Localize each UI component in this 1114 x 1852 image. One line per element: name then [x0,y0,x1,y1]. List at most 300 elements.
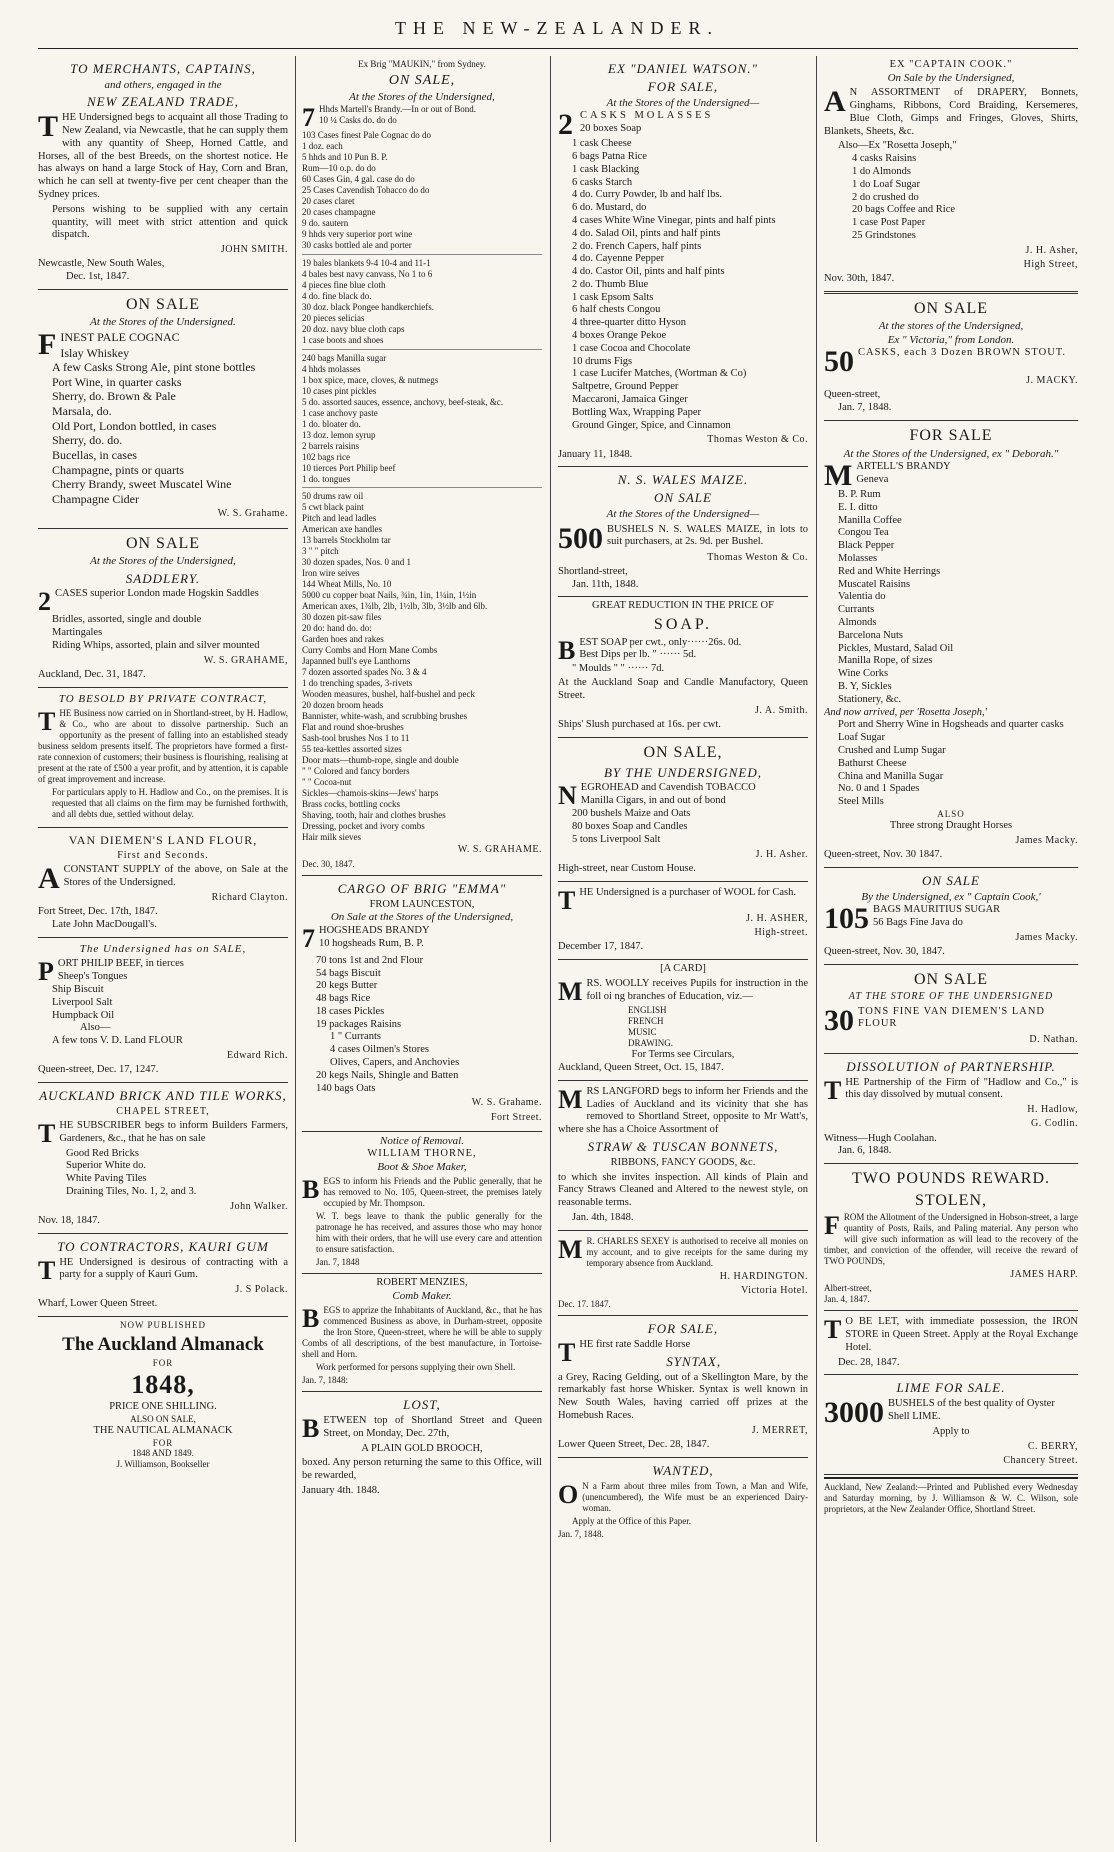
ad-private-contract [38,688,288,828]
ad-body: a Grey, Racing Gelding, out of a Skellington Mare, by the remarkably fast horse Whisker. Syntax is well known in New South Wales, having carried off prizes at the Homebush Races. [558,1371,808,1421]
ad-body: TONS FINE VAN DIEMEN'S LAND FLOUR [858,1005,1045,1030]
place: Albert-street, [824,1283,872,1294]
list-item: No. 0 and 1 Spades [838,783,920,795]
date: January 4th. 1848. [302,1485,380,1497]
list-item: 1 case Post Paper [852,217,926,229]
ad-title: The Undersigned has on SALE, [79,942,247,955]
item-list [824,719,1078,809]
ad-body: For particulars apply to H. Hadlow and Co., on the premises. It is requested that all claims on the firm may be furnished forthwith, and all debts due, settled without delay. [52,787,288,819]
list-item: 4 three-quarter ditto Hyson [572,317,687,329]
list-item: Barcelona Nuts [838,629,904,641]
list-item: Wooden measures, bushel, half-bushel and peck [302,688,475,699]
ad-item: A PLAIN GOLD BROOCH, [361,1442,483,1454]
ad-label: Ex Brig "MAUKIN," from Sydney. [358,59,486,69]
drop-cap: B [302,1414,320,1444]
list-item: Manilla Cigars, in and out of bond [580,795,726,807]
ad-tobacco [558,738,808,882]
item-list [38,614,288,652]
list-item: 50 drums raw oil [302,491,364,502]
ad-subtitle: At the Stores of the Undersigned. [90,316,236,329]
list-item: 4 do. Salad Oil, pints and half pints [572,227,721,239]
drop-cap: T [38,110,59,144]
ad-name: ROBERT MENZIES, [376,1277,468,1289]
drop-cap: M [558,1084,583,1114]
list-item: 20 doz. navy blue cloth caps [302,323,405,334]
list-item: Wine Corks [838,668,889,680]
signature: James Macky. [1015,931,1078,943]
imprint: Auckland, New Zealand:—Printed and Published every Wednesday and Saturday morning, by J. Williamson & W. C. Wilson, sole proprietors, at the New Zealander Office, Shortland Street. [824,1477,1078,1515]
signature: J. MERRET, [751,1424,808,1436]
column-1 [38,56,288,1852]
drop-cap: M [558,1234,583,1264]
list-item: 30 dozen pit-saw files [302,612,382,623]
list-item: B. P. Rum [838,488,881,500]
list-item: 10 cases pint pickles [302,385,377,396]
ad-title: FOR SALE, [647,1321,719,1337]
list-item: 19 bales blankets 9-4 10-4 and 11-1 [302,258,431,269]
drop-cap: N [558,781,577,811]
list-item: 13 barrels Stockholm tar [302,535,391,546]
ad-subtitle: THE NAUTICAL ALMANACK [93,1424,233,1436]
ad-body: HE Undersigned is a purchaser of WOOL for Cash. [579,886,796,898]
list-item: " " Cocoa-nut [302,776,352,787]
signature: J. S Polack. [235,1284,288,1296]
date: Dec. 30, 1847. [302,858,355,869]
date: Dec. 28, 1847. [838,1356,900,1368]
list-item: 10 drums Figs [572,355,633,367]
ad-captain-cook [824,56,1078,294]
ad-subtitle: At the Stores of the Undersigned, ex " Deborah." [843,447,1059,460]
list-item: FRENCH [628,1016,664,1027]
list-item: HOGSHEADS BRANDY [319,924,430,936]
ad-label: NOW PUBLISHED [119,1320,207,1331]
list-item: ENGLISH [628,1005,667,1016]
list-item: 5 do. assorted sauces, essence, anchovy, beef-steak, &c. [302,396,504,407]
column-4 [824,56,1078,1852]
list-item: 30 dozen spades, Nos. 0 and 1 [302,557,411,568]
ad-title: LIME FOR SALE. [896,1380,1006,1396]
list-item: 1 do. bloater do. [302,418,361,429]
list-item: Bathurst Cheese [838,757,907,769]
ad-subtitle: Ex " Victoria," from London. [887,333,1015,346]
place: Newcastle, New South Wales, [38,258,165,270]
list-item: 25 Grindstones [852,229,916,241]
list-item: Draining Tiles, No. 1, 2, and 3. [66,1185,197,1197]
ad-subtitle: At the Stores of the Undersigned— [606,508,760,521]
item-list [302,353,542,485]
drop-cap: A [824,85,846,119]
price: PRICE ONE SHILLING. [109,1400,217,1412]
column-rule [295,56,296,1842]
ad-label: [A CARD] [660,962,706,974]
item-list [824,153,1078,243]
ad-body: HE SUBSCRIBER begs to inform Builders Farmers, Gardeners, &c., that he has on sale [59,1119,288,1144]
list-item: Steel Mills [838,796,884,808]
list-item: 6 do. Mustard, do [572,202,647,214]
signature: C. BERRY, [1027,1441,1078,1453]
list-item: MUSIC [628,1027,657,1038]
list-item: 6 half chests Congou [572,304,661,316]
drop-cap: T [38,1255,56,1285]
list-item: E. I. ditto [838,501,878,513]
list-item: 1 do trenching spades, 3-rivets [302,677,413,688]
place: High-street. [754,926,808,938]
item-list [824,474,1078,707]
ad-subtitle: At the Stores of the Undersigned, [349,91,495,104]
ad-body: W. T. begs leave to thank the public generally for the patronage he has received, and assures those who may honor him with their orders, that he will use every care and attention to ensure satisfaction. [316,1211,542,1255]
date: Nov. 18, 1847. [38,1214,101,1226]
masthead: THE NEW-ZEALANDER. [395,18,719,38]
list-item: Molasses [838,552,878,564]
list-item: Geneva [856,473,889,485]
list-item: 20 pieces selicias [302,312,365,323]
column-3 [558,56,808,1852]
list-item: Three strong Draught Horses [889,819,1013,831]
list-item: 30 doz. black Pongee handkerchiefs. [302,301,434,312]
signature: W. S. Grahame. [471,1097,542,1109]
list-item: Valentia do [838,591,886,603]
date: Jan. 7, 1848 [316,1257,360,1268]
list-item: Sherry, do. do. [52,433,123,448]
list-item: 4 do. Curry Powder, lb and half lbs. [572,189,723,201]
list-item: 1 case anchovy paste [302,407,378,418]
ad-emma [302,876,542,1132]
list-item: White Paving Tiles [66,1173,147,1185]
list-item: Door mats—thumb-rope, single and double [302,754,459,765]
ad-body: Work performed for persons supplying their own Shell. [316,1362,516,1373]
ad-body: O BE LET, with immediate possession, the IRON STORE in Queen Street. Apply at the Royal Exchange Hotel. [845,1316,1078,1353]
list-item: 1 cask Epsom Salts [572,291,654,303]
ad-subtitle: At the Stores of the Undersigned— [606,96,760,109]
ad-stout [824,294,1078,421]
ad-note: Ships' Slush purchased at 16s. per cwt. [558,719,721,731]
list-item: 5 cwt black paint [302,502,364,513]
ad-syntax [558,1316,808,1458]
ad-maukin [302,56,542,876]
list-item: 1 cask Blacking [572,163,640,175]
ad-nathan-flour [824,965,1078,1054]
list-item: 103 Cases finest Pale Cognac do do [302,130,431,141]
list-item: 9 hhds very superior port wine [302,229,413,240]
list-item: 30 casks bottled ale and porter [302,240,412,251]
list-item: 20 kegs Butter [316,980,378,992]
list-item: 1 case Lucifer Matches, (Wortman & Co) [572,368,747,380]
list-item: Bannister, white-wash, and scrubbing brushes [302,710,468,721]
list-item: ARTELL'S BRANDY [856,460,951,472]
drop-cap: A [38,861,60,895]
ad-body: N ASSORTMENT of DRAPERY, Bonnets, Ginghams, Ribbons, Cord Braiding, Kersemeres, Blue Cloth, Gimps and Fringes, Gloves, Shirts, Blankets, Sheets, &c. [824,87,1078,137]
ad-title: ON SALE [913,970,989,988]
date: December 17, 1847. [558,941,644,953]
date: Jan. 11th, 1848. [572,578,639,590]
list-item: Currants [838,604,875,616]
ad-title: SOAP. [653,616,713,634]
drop-cap: F [824,1211,840,1241]
ad-body: EGS to apprize the Inhabitants of Auckland, &c., that he has commenced Business as above, in Durham-street, opposite the Iron Store, Queen-street, where he will be able to supply Combs of all descriptions, of the best manufacture, in Tortoise-shell and Horn. [302,1305,542,1360]
list-item: Manilla Coffee [838,514,902,526]
signature: Thomas Weston & Co. [707,551,808,563]
list-item: INEST PALE COGNAC [60,329,180,344]
ad-label: N. S. WALES MAIZE. [617,472,749,488]
ad-body: CASKS, each 3 Dozen BROWN STOUT. [858,347,1067,359]
ad-flour [38,828,288,938]
place: Fort Street. [491,1111,542,1123]
date: Jan. 7, 1848. [838,402,892,414]
drop-cap: P [38,956,54,986]
list-item: 4 cases White Wine Vinegar, pints and half pints [572,214,776,226]
place: Victoria Hotel. [741,1284,808,1296]
list-item: 1 cask Cheese [572,138,632,150]
list-item: 1 box spice, mace, cloves, & nutmegs [302,374,439,385]
list-item: Hhds Martell's Brandy.—In or out of Bond. [319,104,477,115]
quantity: 30 [824,1003,854,1037]
ad-body: BAGS MAURITIUS SUGAR [873,903,1001,915]
drop-cap: T [38,707,56,737]
signature: J. MACKY. [1026,375,1078,387]
list-item: Bottling Wax, Wrapping Paper [572,406,701,418]
list-item: Martingales [52,627,103,639]
signature: W. S. GRAHAME. [457,844,542,856]
ad-subtitle: CHAPEL STREET, [116,1105,210,1117]
place: High-street, near Custom House. [558,862,696,874]
ad-subtitle: RIBBONS, FANCY GOODS, &c. [610,1156,756,1168]
drop-cap: B [558,635,576,665]
drop-cap: O [558,1479,579,1509]
drop-cap: 7 [302,923,315,953]
ad-watson [558,56,808,467]
list-item: 200 bushels Maize and Oats [572,808,691,820]
drop-cap: T [824,1075,842,1105]
list-item: " " Colored and fancy borders [302,765,410,776]
list-item: 54 bags Biscuit [316,967,381,979]
ad-body: boxed. Any person returning the same to this Office, will be rewarded, [302,1457,542,1482]
list-item: 1 " Currants [330,1031,381,1043]
drop-cap: 7 [302,103,315,133]
signature: JAMES HARP. [1010,1269,1078,1281]
ad-beef [38,938,288,1083]
list-item: 9 do. sautern [302,218,349,229]
list-item: 10 hogsheads Rum, B. P. [319,937,424,949]
signature: J. Williamson, Bookseller [116,1459,210,1470]
list-item: Pitch and lead ladles [302,513,377,524]
ad-subtitle: On Sale at the Stores of the Undersigned, [330,911,514,924]
list-item: B. Y, Sickles [838,680,892,692]
list-item: Congou Tea [838,527,889,539]
list-item: 5000 cu copper boat Nails, ¾in, 1in, 1¼in, 1½in [302,590,477,601]
list-item: 5 tons Liverpool Salt [572,834,661,845]
item-list [302,115,542,251]
ad-merchants [38,56,288,290]
list-item: Garden hoes and rakes [302,634,384,645]
place: Late John MacDougall's. [52,918,157,930]
list-item: Port and Sherry Wine in Hogsheads and quarter casks [838,719,1064,731]
ad-title: TWO POUNDS REWARD. [852,1170,1050,1188]
list-item: 1 case boots and shoes [302,334,384,345]
date: Queen-street, Dec. 17, 1247. [38,1064,159,1076]
signature: H. HARDINGTON. [719,1270,808,1282]
date: Auckland, Queen Street, Oct. 15, 1847. [558,1062,724,1074]
list-item: CASES superior London made Hogskin Saddles [55,588,259,600]
list-item: Maccaroni, Jamaica Ginger [572,394,688,406]
list-item: Sash-tool brushes Nos 1 to 11 [302,732,410,743]
ad-body: BUSHELS of the best quality of Oyster Shell LIME. [888,1398,1055,1423]
date: Nov. 30th, 1847. [824,273,895,285]
list-item: Manilla Rope, of sizes [838,655,933,667]
list-item: EGROHEAD and Cavendish TOBACCO [580,782,756,794]
ad-sexey [558,1231,808,1316]
ad-body: ETWEEN top of Shortland Street and Queen Street, on Monday, Dec. 27th, [323,1415,542,1439]
ad-title: STRAW & TUSCAN BONNETS, [587,1139,779,1154]
ad-label: EX "CAPTAIN COOK." [889,59,1013,70]
ad-title: FOR SALE [909,427,993,445]
list-item: 20 bags Coffee and Rice [852,204,956,216]
signature: J. H. Asher, [1025,244,1078,256]
list-item: 70 tons 1st and 2nd Flour [316,954,424,966]
ad-removal [302,1132,542,1274]
ad-subtitle: And now arrived, per 'Rosetta Joseph,' [824,706,987,718]
list-item: Flat and round shoe-brushes [302,721,404,732]
list-item: Ship Biscuit [52,983,104,995]
ad-subtitle: NEW ZEALAND TRADE, [87,94,239,110]
list-item: Stationery, &c. [838,693,902,705]
ad-woolly [558,960,808,1081]
list-item: Islay Whiskey [60,345,130,360]
ad-title: ON SALE, [388,72,456,88]
list-item: 4 bales best navy canvass, No 1 to 6 [302,269,433,280]
ad-body: HE Undersigned is desirous of contracting with a party for a supply of Kauri Gum. [59,1256,288,1281]
list-item: Champagne Cider [52,491,139,506]
list-item: 2 do. Thumb Blue [572,278,649,290]
ad-body: N a Farm about three miles from Town, a Man and Wife, (unencumbered), the Wife must be an experienced Dairy-woman. [582,1480,808,1513]
list-item: 4 casks Raisins [852,153,917,165]
date: Jan. 4, 1847. [824,1294,870,1305]
list-item: Sherry, do. Brown & Pale [52,389,176,404]
list-item: Hair milk sieves [302,831,361,842]
list-item: Olives, Capers, and Anchovies [330,1057,460,1069]
list-item: 5 hhds and 10 Pun B. P. [302,152,388,163]
list-item: Saltpetre, Ground Pepper [572,381,679,393]
date: Jan. 6, 1848. [838,1145,892,1157]
list-item: Shaving, tooth, hair and clothes brushes [302,809,446,820]
ad-label: FOR [152,1358,174,1369]
witness: Witness—Hugh Coolahan. [824,1132,937,1144]
signature: Richard Clayton. [211,891,288,903]
list-item: Superior White do. [66,1160,147,1172]
list-item: 7 dozen assorted spades No. 3 & 4 [302,666,427,677]
list-item: China and Manilla Sugar [838,770,944,782]
ad-subtitle: On Sale by the Undersigned, [887,71,1015,84]
ad-deborah [824,421,1078,868]
ad-title: CARGO OF BRIG "EMMA" [337,880,507,896]
ad-reward [824,1164,1078,1311]
item-list [302,938,542,1096]
item-list [558,795,808,847]
date: Queen-street, Nov. 30 1847. [824,848,943,860]
ad-subtitle: SADDLERY. [125,570,201,586]
signature: H. Hadlow, [1027,1104,1078,1116]
drop-cap: 2 [558,108,576,142]
ad-wool [558,882,808,960]
list-item: 1 case Cocoa and Chocolate [572,342,691,354]
ad-dissolution [824,1054,1078,1164]
date: Dec. 1st, 1847. [66,271,130,283]
ad-label: ALSO ON SALE, [130,1413,196,1424]
list-item: Riding Whips, assorted, plain and silver mounted [52,640,260,652]
list-item: 1 do Loaf Sugar [852,178,920,190]
place: High Street, [1023,258,1078,270]
list-item: 2 do crushed do [852,191,919,203]
ad-almanack [38,1317,288,1475]
signature: G. Codlin. [1031,1118,1078,1130]
ad-title: TO CONTRACTORS, KAURI GUM [57,1238,269,1254]
ad-label: FOR [152,1437,174,1448]
list-item: Iron wire seives [302,568,360,579]
drop-cap: 2 [38,587,51,617]
list-item: 4 do. Cayenne Pepper [572,253,665,265]
drop-cap: M [558,976,583,1006]
list-item: 6 casks Starch [572,176,633,188]
column-2 [302,56,542,1852]
ad-subtitle: Comb Maker. [392,1290,452,1302]
ad-label: EX "DANIEL WATSON." [608,61,758,76]
list-item: 20 cases champagne [302,207,376,218]
list-item: 20 dozen broom heads [302,699,384,710]
ad-title: FOR SALE, [647,78,719,94]
list-item: ORT PHILIP BEEF, in tierces [57,957,184,969]
ad-body: Persons wishing to be supplied with any certain quantity, will meet with strict attention and quick dispatch. [52,203,288,241]
place: Chancery Street. [1003,1455,1078,1467]
ad-title: ON SALE, [643,744,723,762]
list-item: Cherry Brandy, sweet Muscatel Wine [52,477,232,492]
signature: Edward Rich. [227,1049,288,1061]
ad-menzies [302,1274,542,1392]
list-item: Loaf Sugar [838,732,885,744]
drop-cap: F [38,327,57,361]
list-item: American axe handles [302,524,382,535]
drop-cap: T [824,1315,842,1345]
date: Jan. 7, 1848. [558,1528,604,1539]
list-item: Marsala, do. [52,404,112,419]
ad-title: TO BESOLD BY PRIVATE CONTRACT, [58,692,268,705]
ad-body: RS. WOOLLY receives Pupils for instruction in the foll oi ng branches of Education, viz.— [586,977,808,1002]
list-item: 25 Cases Cavendish Tobacco do do [302,185,430,196]
ad-body: HE Undersigned begs to acquaint all those Trading to New Zealand, via Newcastle, that he can supply them with any quantity of Sheep, Horned Cattle, and Horses, all of the best Breeds, on the shortest notice. He has always on hand a large Stock of Hay, Corn and Bran, which he can sell at twenty-five per cent cheaper than the Sydney prices. [38,112,288,200]
list-item: A few tons V. D. Land FLOUR [52,1035,183,1047]
ad-body: to which she invites inspection. All kinds of Plain and Fancy Straws Cleaned and Altered to the newest style, on reasonable terms. [558,1171,808,1209]
list-item: 6 bags Patna Rice [572,150,647,162]
ad-body: ROM the Allotment of the Undersigned in Hobson-street, a large quantity of Posts, Rails, and Paling material. Any person who will give such information as will lead to the recovery of the timber, and conviction of the offender, will receive the reward of TWO POUNDS, [824,1212,1078,1267]
ad-title: ON SALE [654,490,712,506]
ad-title: VAN DIEMEN'S LAND FLOUR, [68,832,258,847]
list-item: 1 do. tongues [302,473,351,484]
drop-cap: T [38,1118,56,1148]
ad-soap [558,597,808,738]
signature: J. H. Asher. [755,848,808,860]
quantity: 3000 [824,1396,884,1430]
list-item: Old Port, London bottled, in cases [52,418,217,433]
list-item: 60 Cases Gin, 4 gal. case do do [302,174,415,185]
signature: James Macky. [1015,834,1078,846]
signature: D. Nathan. [1029,1033,1078,1045]
ad-body: EGS to inform his Friends and the Public generally, that he has removed to No. 105, Queen-street, the premises lately occupied by Mr. Thompson. [323,1176,542,1209]
list-item: 55 tea-kettles assorted sizes [302,743,402,754]
item-list [302,258,542,346]
ad-subtitle: First and Seconds. [117,849,209,861]
ad-body: RS LANGFORD begs to inform her Friends and the Ladies of Auckland and its vicinity that she has removed to Shortland Street, opposite to Mr Watt's, where she has a Choice Assortment of [558,1085,808,1136]
drop-cap: M [824,458,853,492]
list-item: Black Pepper [838,540,895,552]
signature: John Walker. [230,1200,288,1212]
